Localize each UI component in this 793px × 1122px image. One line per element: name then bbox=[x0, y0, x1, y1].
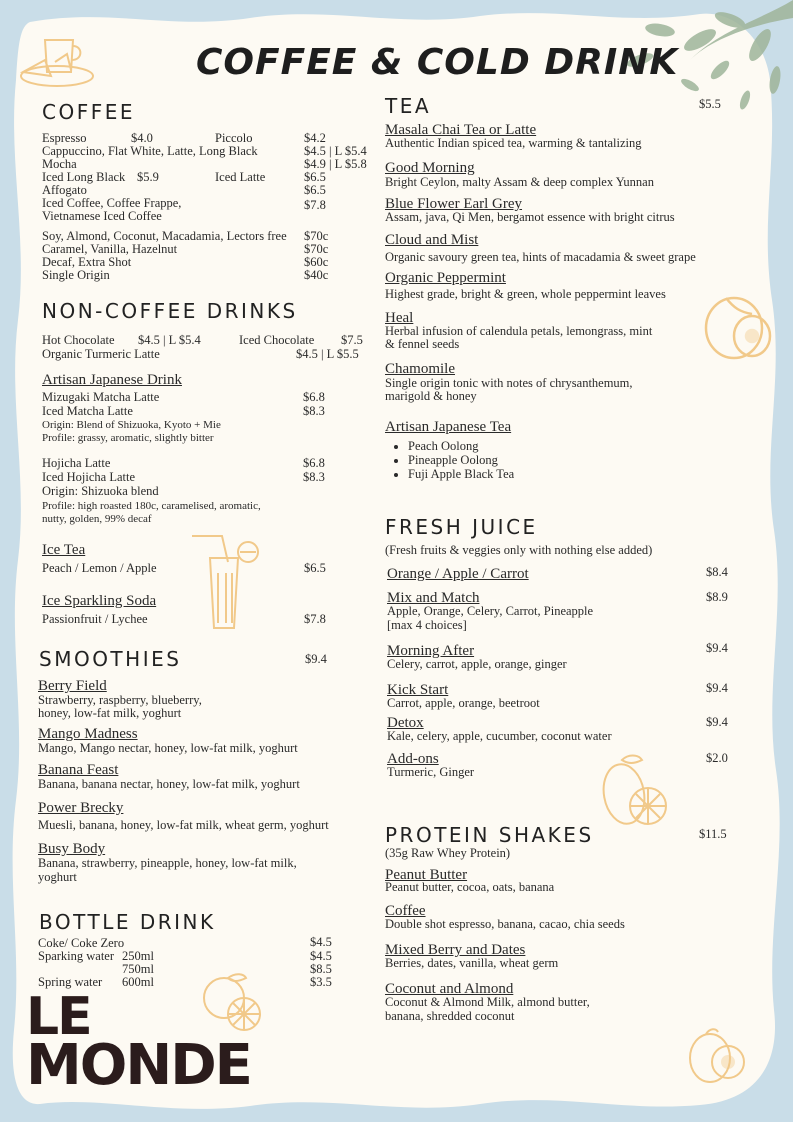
tea-desc: Authentic Indian spiced tea, warming & tantalizing bbox=[385, 136, 642, 150]
menu-item: Cappuccino, Flat White, Latte, Long Black bbox=[42, 144, 258, 158]
menu-price: $6.8 bbox=[303, 390, 325, 404]
protein-desc: banana, shredded coconut bbox=[385, 1009, 515, 1023]
menu-price: $4.9 | L $5.8 bbox=[304, 157, 367, 171]
noncoffee-heading: NON-COFFEE DRINKS bbox=[42, 299, 298, 323]
juice-desc: Carrot, apple, orange, beetroot bbox=[387, 696, 540, 710]
coffee-cup-icon bbox=[15, 32, 97, 90]
tea-name: Blue Flower Earl Grey bbox=[385, 196, 523, 212]
list-item: • Pineapple Oolong bbox=[408, 453, 514, 467]
menu-item: Caramel, Vanilla, Hazelnut bbox=[42, 242, 178, 256]
menu-price: $4.2 bbox=[304, 131, 326, 145]
juice-name: Add-ons bbox=[387, 751, 439, 767]
juice-name: Detox bbox=[387, 715, 424, 731]
menu-item: Vietnamese Iced Coffee bbox=[42, 209, 162, 223]
juice-heading: FRESH JUICE bbox=[385, 515, 538, 539]
papaya-icon bbox=[700, 288, 780, 368]
smoothie-name: Mango Madness bbox=[38, 726, 138, 742]
menu-item: Iced Matcha Latte bbox=[42, 404, 133, 418]
tea-desc: Single origin tonic with notes of chrysanthemum, bbox=[385, 376, 633, 390]
smoothie-name: Power Brecky bbox=[38, 800, 124, 816]
smoothie-desc: yoghurt bbox=[38, 870, 77, 884]
menu-price: $5.9 bbox=[137, 170, 159, 184]
juice-note: (Fresh fruits & veggies only with nothing else added) bbox=[385, 543, 653, 557]
menu-price: $4.5 | L $5.4 bbox=[304, 144, 367, 158]
menu-item: Peach / Lemon / Apple bbox=[42, 561, 157, 575]
fruit-icon bbox=[686, 1024, 752, 1086]
menu-item: Piccolo bbox=[215, 131, 253, 145]
juice-desc: Celery, carrot, apple, orange, ginger bbox=[387, 657, 567, 671]
protein-desc: Peanut butter, cocoa, oats, banana bbox=[385, 880, 555, 894]
menu-price: $3.5 bbox=[310, 975, 332, 989]
artisan-tea-heading: Artisan Japanese Tea bbox=[385, 419, 512, 435]
menu-item: Hojicha Latte bbox=[42, 456, 111, 470]
menu-price: $60c bbox=[304, 255, 329, 269]
smoothie-desc: Mango, Mango nectar, honey, low-fat milk, yoghurt bbox=[38, 741, 298, 755]
menu-price: $40c bbox=[304, 268, 329, 282]
juice-desc: Kale, celery, apple, cucumber, coconut water bbox=[387, 729, 612, 743]
menu-price: $5.5 bbox=[699, 97, 721, 111]
tea-desc: & fennel seeds bbox=[385, 337, 460, 351]
menu-price: $2.0 bbox=[706, 751, 728, 765]
menu-item: Iced Latte bbox=[215, 170, 266, 184]
protein-name: Mixed Berry and Dates bbox=[385, 942, 526, 958]
menu-price: $6.5 bbox=[304, 183, 326, 197]
tea-name: Chamomile bbox=[385, 361, 455, 377]
menu-price: $9.4 bbox=[305, 652, 327, 666]
smoothie-name: Berry Field bbox=[38, 678, 107, 694]
page-title: COFFEE & COLD DRINK bbox=[196, 42, 679, 83]
smoothies-heading: SMOOTHIES bbox=[39, 647, 182, 671]
menu-price: $7.8 bbox=[304, 198, 326, 212]
tea-heading: TEA bbox=[385, 94, 432, 118]
menu-item: Hot Chocolate bbox=[42, 333, 115, 347]
menu-item: Single Origin bbox=[42, 268, 110, 282]
profile-note: nutty, golden, 99% decaf bbox=[42, 513, 152, 525]
protein-name: Peanut Butter bbox=[385, 867, 468, 883]
menu-item: Sparking water bbox=[38, 949, 115, 963]
origin-note: Origin: Blend of Shizuoka, Kyoto + Mie bbox=[42, 419, 221, 431]
menu-price: $7.5 bbox=[341, 333, 363, 347]
bottle-heading: BOTTLE DRINK bbox=[39, 910, 216, 934]
tea-desc: Bright Ceylon, malty Assam & deep complex Yunnan bbox=[385, 175, 654, 189]
menu-item: Passionfruit / Lychee bbox=[42, 612, 148, 626]
iced-drink-icon bbox=[188, 528, 268, 634]
menu-price: $9.4 bbox=[706, 641, 728, 655]
smoothie-name: Banana Feast bbox=[38, 762, 119, 778]
artisan-tea-list bbox=[386, 439, 514, 481]
menu-price: $8.3 bbox=[303, 404, 325, 418]
tea-name: Heal bbox=[385, 310, 414, 326]
menu-price: $6.5 bbox=[304, 561, 326, 575]
lemon-icon bbox=[598, 750, 672, 834]
soda-heading: Ice Sparkling Soda bbox=[42, 593, 157, 609]
menu-price: $7.8 bbox=[304, 612, 326, 626]
menu-size: 600ml bbox=[122, 975, 154, 989]
menu-item: Mocha bbox=[42, 157, 77, 171]
menu-price: $70c bbox=[304, 242, 329, 256]
menu-size: 250ml bbox=[122, 949, 154, 963]
logo-le: LE bbox=[26, 987, 91, 1047]
juice-desc: [max 4 choices] bbox=[387, 618, 467, 632]
menu-item: Iced Long Black bbox=[42, 170, 126, 184]
list-item: • Fuji Apple Black Tea bbox=[408, 467, 514, 481]
tea-name: Organic Peppermint bbox=[385, 270, 506, 286]
menu-item: Coke/ Coke Zero bbox=[38, 936, 125, 950]
profile-note: Profile: high roasted 180c, caramelised, aromatic, bbox=[42, 500, 261, 512]
menu-price: $11.5 bbox=[699, 827, 727, 841]
menu-item: Mizugaki Matcha Latte bbox=[42, 390, 160, 404]
juice-desc: Turmeric, Ginger bbox=[387, 765, 475, 779]
juice-name: Kick Start bbox=[387, 682, 449, 698]
juice-name: Mix and Match bbox=[387, 590, 480, 606]
orange-icon bbox=[198, 970, 268, 1036]
tea-name: Cloud and Mist bbox=[385, 232, 479, 248]
artisan-drink-heading: Artisan Japanese Drink bbox=[42, 372, 182, 388]
menu-price: $8.3 bbox=[303, 470, 325, 484]
ice-tea-heading: Ice Tea bbox=[42, 542, 86, 558]
menu-price: $8.9 bbox=[706, 590, 728, 604]
menu-item: Soy, Almond, Coconut, Macadamia, Lectors free bbox=[42, 229, 287, 243]
protein-desc: Coconut & Almond Milk, almond butter, bbox=[385, 995, 590, 1009]
logo-monde: MONDE bbox=[26, 1033, 251, 1098]
menu-item: Decaf, Extra Shot bbox=[42, 255, 132, 269]
coffee-heading: COFFEE bbox=[42, 100, 135, 124]
tea-desc: Assam, java, Qi Men, bergamot essence with bright citrus bbox=[385, 210, 675, 224]
menu-price: $8.4 bbox=[706, 565, 728, 579]
smoothie-name: Busy Body bbox=[38, 841, 106, 857]
menu-price: $8.5 bbox=[310, 962, 332, 976]
menu-item: Organic Turmeric Latte bbox=[42, 347, 160, 361]
tea-desc: Highest grade, bright & green, whole peppermint leaves bbox=[385, 287, 666, 301]
protein-heading: PROTEIN SHAKES bbox=[385, 823, 594, 847]
menu-price: $4.5 bbox=[310, 949, 332, 963]
menu-item: Iced Hojicha Latte bbox=[42, 470, 136, 484]
juice-desc: Apple, Orange, Celery, Carrot, Pineapple bbox=[387, 604, 594, 618]
smoothie-desc: Muesli, banana, honey, low-fat milk, wheat germ, yoghurt bbox=[38, 818, 329, 832]
menu-price: $4.5 bbox=[310, 935, 332, 949]
menu-size: 750ml bbox=[122, 962, 154, 976]
tea-name: Masala Chai Tea or Latte bbox=[385, 122, 537, 138]
menu-price: $6.8 bbox=[303, 456, 325, 470]
smoothie-desc: honey, low-fat milk, yoghurt bbox=[38, 706, 182, 720]
origin-note: Origin: Shizuoka blend bbox=[42, 484, 159, 498]
tea-name: Good Morning bbox=[385, 160, 475, 176]
menu-price: $4.5 | L $5.5 bbox=[296, 347, 359, 361]
menu-item: Affogato bbox=[42, 183, 87, 197]
smoothie-desc: Banana, strawberry, pineapple, honey, low-fat milk, bbox=[38, 856, 297, 870]
tea-desc: marigold & honey bbox=[385, 389, 477, 403]
list-item: • Peach Oolong bbox=[408, 439, 514, 453]
menu-item: Espresso bbox=[42, 131, 87, 145]
smoothie-desc: Strawberry, raspberry, blueberry, bbox=[38, 693, 202, 707]
menu-price: $70c bbox=[304, 229, 329, 243]
protein-note: (35g Raw Whey Protein) bbox=[385, 846, 511, 860]
profile-note: Profile: grassy, aromatic, slightly bitter bbox=[42, 432, 214, 444]
protein-name: Coffee bbox=[385, 903, 426, 919]
menu-price: $4.0 bbox=[131, 131, 153, 145]
tea-desc: Organic savoury green tea, hints of macadamia & sweet grape bbox=[385, 250, 696, 264]
juice-name: Orange / Apple / Carrot bbox=[387, 566, 529, 582]
menu-item: Iced Chocolate bbox=[239, 333, 315, 347]
tea-desc: Herbal infusion of calendula petals, lemongrass, mint bbox=[385, 324, 653, 338]
menu-price: $9.4 bbox=[706, 715, 728, 729]
menu-price: $9.4 bbox=[706, 681, 728, 695]
menu-price: $4.5 | L $5.4 bbox=[138, 333, 201, 347]
menu-price: $6.5 bbox=[304, 170, 326, 184]
smoothie-desc: Banana, banana nectar, honey, low-fat milk, yoghurt bbox=[38, 777, 300, 791]
protein-desc: Double shot espresso, banana, cacao, chia seeds bbox=[385, 917, 625, 931]
menu-item: Iced Coffee, Coffee Frappe, bbox=[42, 196, 182, 210]
protein-name: Coconut and Almond bbox=[385, 981, 514, 997]
menu-item: Spring water bbox=[38, 975, 103, 989]
protein-desc: Berries, dates, vanilla, wheat germ bbox=[385, 956, 559, 970]
juice-name: Morning After bbox=[387, 643, 475, 659]
